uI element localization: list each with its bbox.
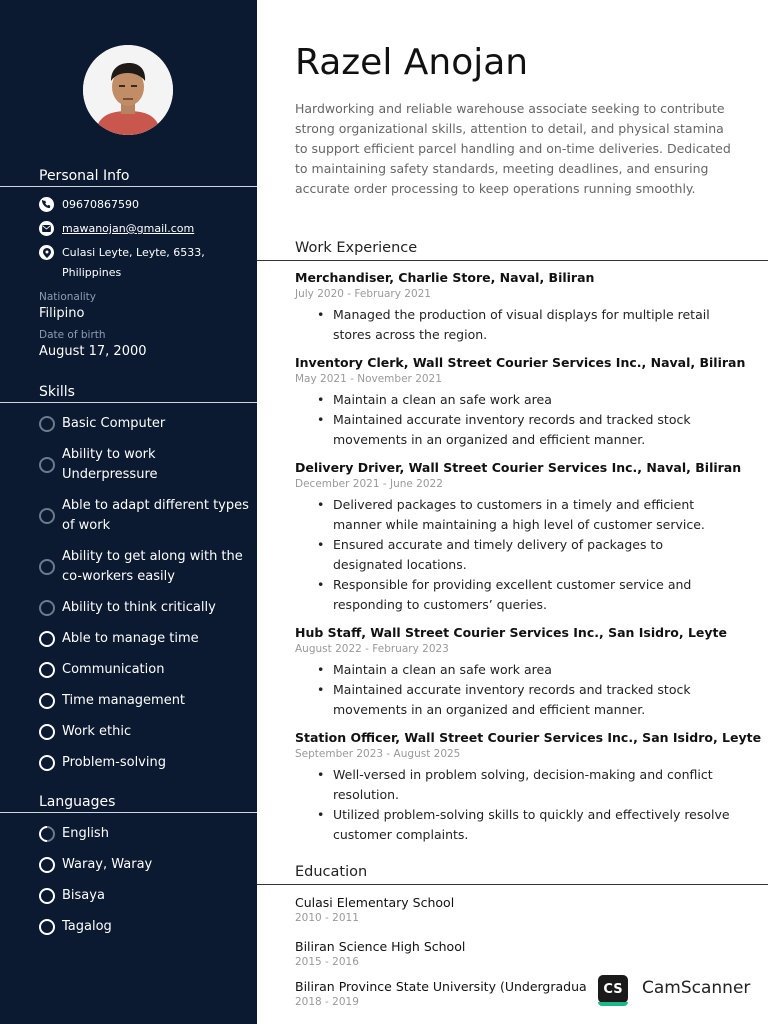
job-bullets [315,660,735,720]
skill-item [39,629,249,649]
job-dates: September 2023 - August 2025 [295,748,461,760]
bullet-item: • Well-versed in problem solving, decision-making and conflict resolution. [315,765,735,805]
skill-item [39,722,249,742]
language-label: Bisaya [62,888,105,903]
education-heading: Education [295,864,368,880]
language-level-icon [39,888,55,904]
skill-label: Ability to think critically [62,600,216,615]
skill-level-icon [39,508,55,524]
skill-label: Time management [62,693,186,708]
nationality-label: Nationality [39,291,97,303]
job-title: Merchandiser, Charlie Store, Naval, Biliran [295,270,595,285]
sidebar [0,0,257,1024]
bullet-item: • Utilized problem-solving skills to quickly and effectively resolve customer complaints. [315,805,735,845]
skill-level-icon [39,662,55,678]
camscanner-watermark: CamScanner [638,978,754,998]
skill-item [39,660,249,680]
school-name: Culasi Elementary School [295,895,455,910]
divider [0,812,257,813]
skill-label: Ability to get along with the co-workers easily [62,549,243,584]
profile-photo [83,45,173,135]
skill-label: Ability to work Underpressure [62,447,158,482]
job-dates: July 2020 - February 2021 [295,288,431,300]
job-dates: August 2022 - February 2023 [295,643,449,655]
phone-number: 09670867590 [62,198,139,211]
skill-label: Communication [62,662,165,677]
divider [257,884,768,885]
skill-item [39,753,249,773]
language-item [39,855,249,875]
skill-level-icon [39,600,55,616]
divider [0,186,257,187]
skills-heading: Skills [39,384,75,400]
location-pin-icon [39,245,54,260]
personal-info-heading: Personal Info [39,168,130,184]
bullet-item: • Managed the production of visual displays for multiple retail stores across the region. [315,305,735,345]
address-row [39,243,205,283]
job-dates: December 2021 - June 2022 [295,478,443,490]
skill-item [39,496,249,536]
bullet-item: • Maintained accurate inventory records and tracked stock movements in an organized and efficient manner. [315,680,735,720]
dob-label: Date of birth [39,329,106,341]
main-content [257,0,768,1024]
skill-label: Basic Computer [62,416,166,431]
skill-item [39,598,249,618]
language-item [39,917,249,937]
school-name: Biliran Science High School [295,939,466,954]
skill-item [39,547,249,587]
job-bullets [315,495,735,615]
job-bullets [315,765,735,845]
camscanner-logo: CS [598,975,628,1003]
school-name: Biliran Province State University (Undergradua [295,979,587,994]
skill-level-icon [39,755,55,771]
skill-label: Problem-solving [62,755,166,770]
skill-item [39,691,249,711]
school-dates: 2018 - 2019 [295,996,359,1008]
bullet-item: • Maintained accurate inventory records and tracked stock movements in an organized and efficient manner. [315,410,735,450]
dob-value: August 17, 2000 [39,344,147,359]
avatar [83,45,173,135]
skill-item [39,445,249,485]
language-level-icon [39,857,55,873]
skill-level-icon [39,724,55,740]
bullet-item: • Responsible for providing excellent customer service and responding to customers’ queries. [315,575,735,615]
skill-label: Able to adapt different types of work [62,498,249,533]
divider [0,402,257,403]
phone-icon [39,197,54,212]
skill-level-icon [39,693,55,709]
job-title: Hub Staff, Wall Street Courier Services Inc., San Isidro, Leyte [295,625,728,640]
school-dates: 2010 - 2011 [295,912,359,924]
job-title: Station Officer, Wall Street Courier Services Inc., San Isidro, Leyte [295,730,762,745]
summary: Hardworking and reliable warehouse associate seeking to contribute strong organizational skills, attention to detail, and physical stamina to support efficient parcel handling and on-time deliveries. Dedicated to maintaining safety standards, meeting deadlines, and ensuring accurate order processing to keep operations running smoothly. [295,101,731,196]
skill-level-icon [39,416,55,432]
school-dates: 2015 - 2016 [295,956,359,968]
job-dates: May 2021 - November 2021 [295,373,442,385]
language-level-icon [39,919,55,935]
job-title: Inventory Clerk, Wall Street Courier Services Inc., Naval, Biliran [295,355,746,370]
language-label: English [62,826,109,841]
language-label: Tagalog [62,919,112,934]
nationality-value: Filipino [39,306,85,321]
languages-heading: Languages [39,794,116,810]
skill-item [39,414,249,434]
language-item [39,886,249,906]
address-line-2: Philippines [62,266,122,279]
skill-label: Able to manage time [62,631,199,646]
address [62,243,205,283]
bullet-item: • Maintain a clean an safe work area [315,390,735,410]
language-item [39,824,249,844]
address-line-1: Culasi Leyte, Leyte, 6533, [62,246,205,259]
email-row [39,219,194,239]
candidate-name: Razel Anojan [295,42,529,83]
job-bullets [315,305,735,345]
skill-level-icon [39,457,55,473]
phone-row [39,195,139,215]
language-level-icon [36,823,59,846]
mail-icon [39,221,54,236]
job-bullets [315,390,735,450]
skill-level-icon [39,559,55,575]
work-heading: Work Experience [295,240,418,256]
email-link[interactable]: mawanojan@gmail.com [62,222,195,235]
bullet-item: • Maintain a clean an safe work area [315,660,735,680]
language-label: Waray, Waray [62,857,153,872]
skill-level-icon [39,631,55,647]
job-title: Delivery Driver, Wall Street Courier Services Inc., Naval, Biliran [295,460,742,475]
divider [257,260,768,261]
bullet-item: • Delivered packages to customers in a timely and efficient manner while maintaining a high level of customer service. [315,495,735,535]
bullet-item: • Ensured accurate and timely delivery of packages to designated locations. [315,535,735,575]
skill-label: Work ethic [62,724,132,739]
